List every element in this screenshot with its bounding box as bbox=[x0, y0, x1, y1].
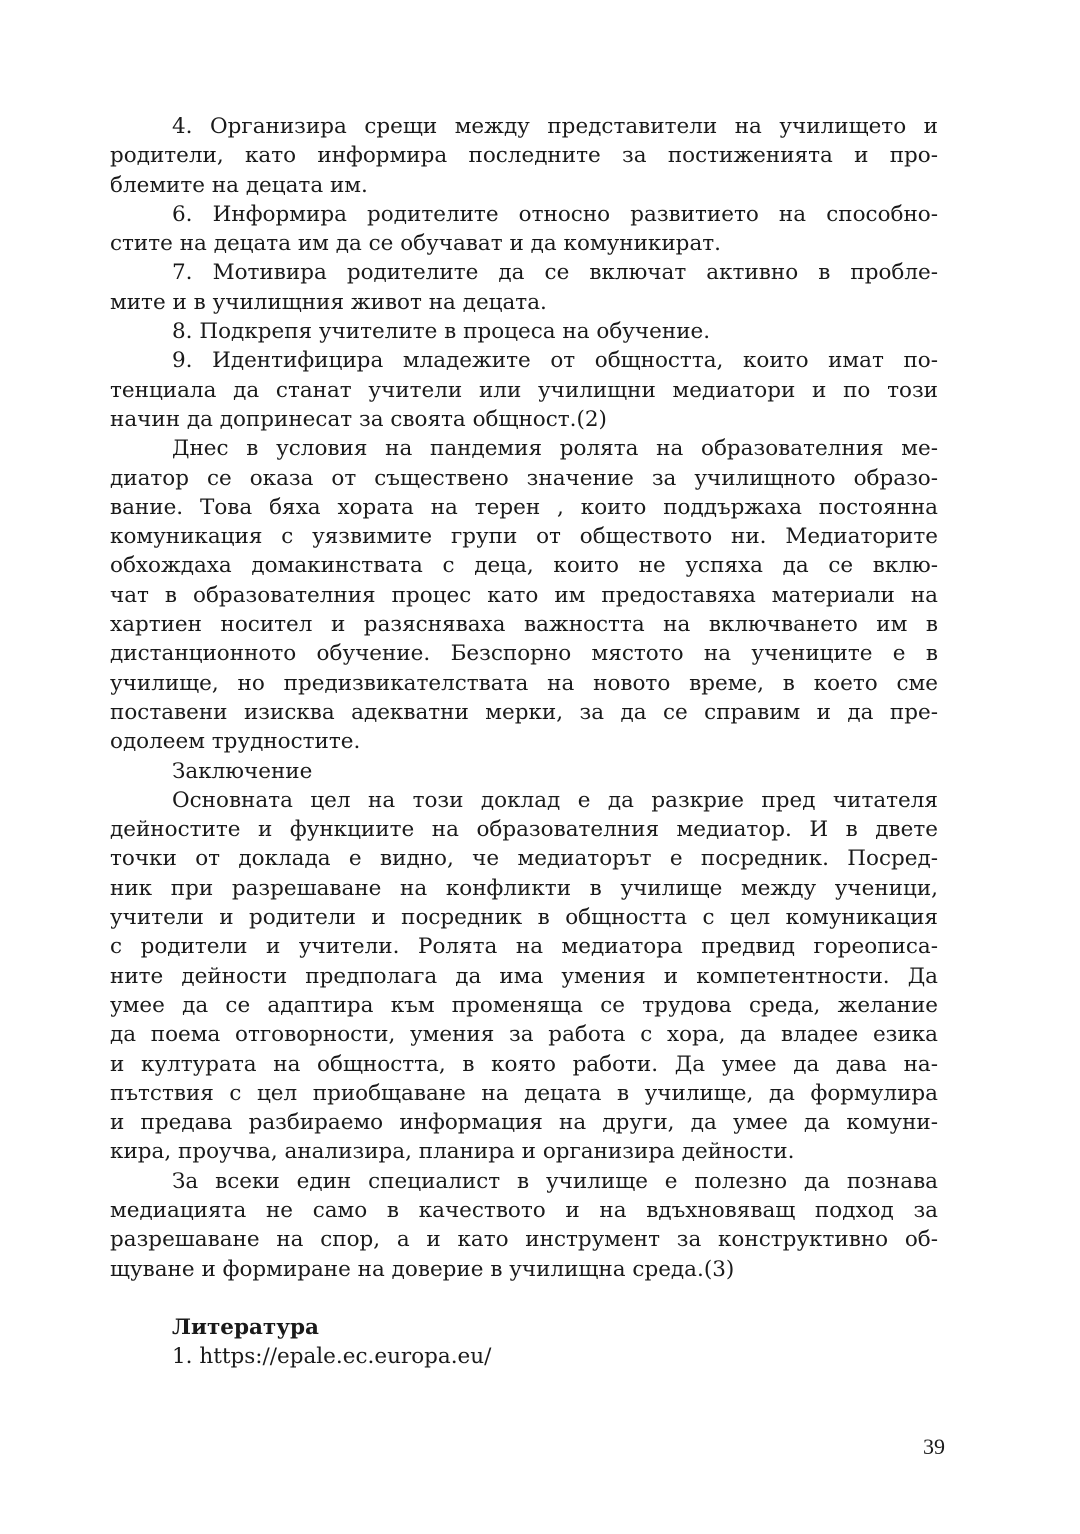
text-line: разрешаване на спор, а и като инструмент за конструктивно об- bbox=[110, 1227, 938, 1253]
text-line: поставени изисква адекватни мерки, за да се справим и да пре- bbox=[110, 699, 938, 725]
text-line: блемите на децата им. bbox=[110, 172, 368, 198]
text-line: с родители и учители. Ролята на медиатора предвид гореописа- bbox=[110, 934, 938, 960]
text-line: чат в образователния процес като им предоставяха материали на bbox=[110, 582, 938, 608]
text-line: и предава разбираемо информация на други, да умее да комуни- bbox=[110, 1110, 938, 1136]
text-line: дистанционното обучение. Безспорно мястото на учениците е в bbox=[110, 641, 938, 667]
section-heading-conclusion bbox=[110, 757, 938, 786]
paragraph-item-7 bbox=[110, 258, 938, 317]
paragraph-item-6 bbox=[110, 200, 938, 259]
spacer bbox=[110, 1284, 938, 1313]
text-line: ник при разрешаване на конфликти в училище между ученици, bbox=[110, 875, 938, 901]
literature-section bbox=[110, 1313, 938, 1372]
text-line: пътствия с цел приобщаване на децата в училище, да формулира bbox=[110, 1080, 938, 1106]
text-line: мите и в училищния живот на децата. bbox=[110, 289, 547, 315]
text-line: точки от доклада е видно, че медиаторът е посредник. Посред- bbox=[110, 846, 938, 872]
literature-item: 1. https://epale.ec.europa.eu/ bbox=[172, 1344, 492, 1370]
text-line: тенциала да станат учители или училищни медиатори и по този bbox=[110, 377, 938, 403]
text-line: училище, но предизвикателствата на новото време, в което сме bbox=[110, 670, 938, 696]
text-line: щуване и формиране на доверие в училищна среда.(3) bbox=[110, 1256, 735, 1282]
paragraph-item-4 bbox=[110, 112, 938, 200]
text-line: умее да се адаптира към променяща се трудова среда, желание bbox=[110, 992, 938, 1018]
text-line: Днес в условия на пандемия ролята на образователния ме- bbox=[172, 436, 938, 462]
text-line: вание. Това бяха хората на терен , които поддържаха постоянна bbox=[110, 494, 938, 520]
text-line: диатор се оказа от съществено значение за училищното образо- bbox=[110, 465, 938, 491]
text-line: медиацията не само в качеството и на вдъхновяващ подход за bbox=[110, 1197, 938, 1223]
page-number: 39 bbox=[923, 1434, 945, 1459]
text-line: 7. Мотивира родителите да се включат активно в пробле- bbox=[172, 260, 938, 286]
text-line: хартиен носител и разясняваха важността на включването им в bbox=[110, 612, 938, 638]
text-line: За всеки един специалист в училище е полезно да познава bbox=[172, 1168, 938, 1194]
text-line: родители, като информира последните за постиженията и про- bbox=[110, 143, 938, 169]
text-line: и културата на общността, в която работи. Да умее да дава на- bbox=[110, 1051, 938, 1077]
text-line: 8. Подкрепя учителите в процеса на обучение. bbox=[172, 319, 711, 345]
text-line: учители и родители и посредник в общността с цел комуникация bbox=[110, 905, 938, 931]
paragraph-item-8 bbox=[110, 317, 938, 346]
text-line: ните дейности предполага да има умения и компетентности. Да bbox=[110, 963, 938, 989]
text-line: обхождаха домакинствата с деца, които не успяха да се вклю- bbox=[110, 553, 938, 579]
paragraph-pandemic bbox=[110, 434, 938, 756]
text-line: одолеем трудностите. bbox=[110, 729, 361, 755]
text-line: 9. Идентифицира младежите от общността, които имат по- bbox=[172, 348, 938, 374]
paragraph-specialist bbox=[110, 1167, 938, 1284]
page-body bbox=[110, 112, 938, 1372]
section-title: Заключение bbox=[172, 758, 313, 784]
text-line: 4. Организира срещи между представители на училището и bbox=[172, 114, 938, 139]
text-line: начин да допринесат за своята общност.(2) bbox=[110, 406, 607, 432]
literature-heading: Литература bbox=[172, 1315, 319, 1341]
paragraph-conclusion bbox=[110, 786, 938, 1167]
text-line: комуникация с уязвимите групи от обществото ни. Медиаторите bbox=[110, 524, 938, 550]
text-line: кира, проучва, анализира, планира и организира дейности. bbox=[110, 1139, 795, 1165]
paragraph-item-9 bbox=[110, 346, 938, 434]
text-line: Основната цел на този доклад е да разкрие пред читателя bbox=[172, 787, 938, 813]
text-line: да поема отговорности, умения за работа с хора, да владее езика bbox=[110, 1022, 938, 1048]
text-line: дейностите и функциите на образователния медиатор. И в двете bbox=[110, 817, 938, 843]
text-line: стите на децата им да се обучават и да комуникират. bbox=[110, 231, 721, 257]
text-line: 6. Информира родителите относно развитието на способно- bbox=[172, 201, 938, 227]
